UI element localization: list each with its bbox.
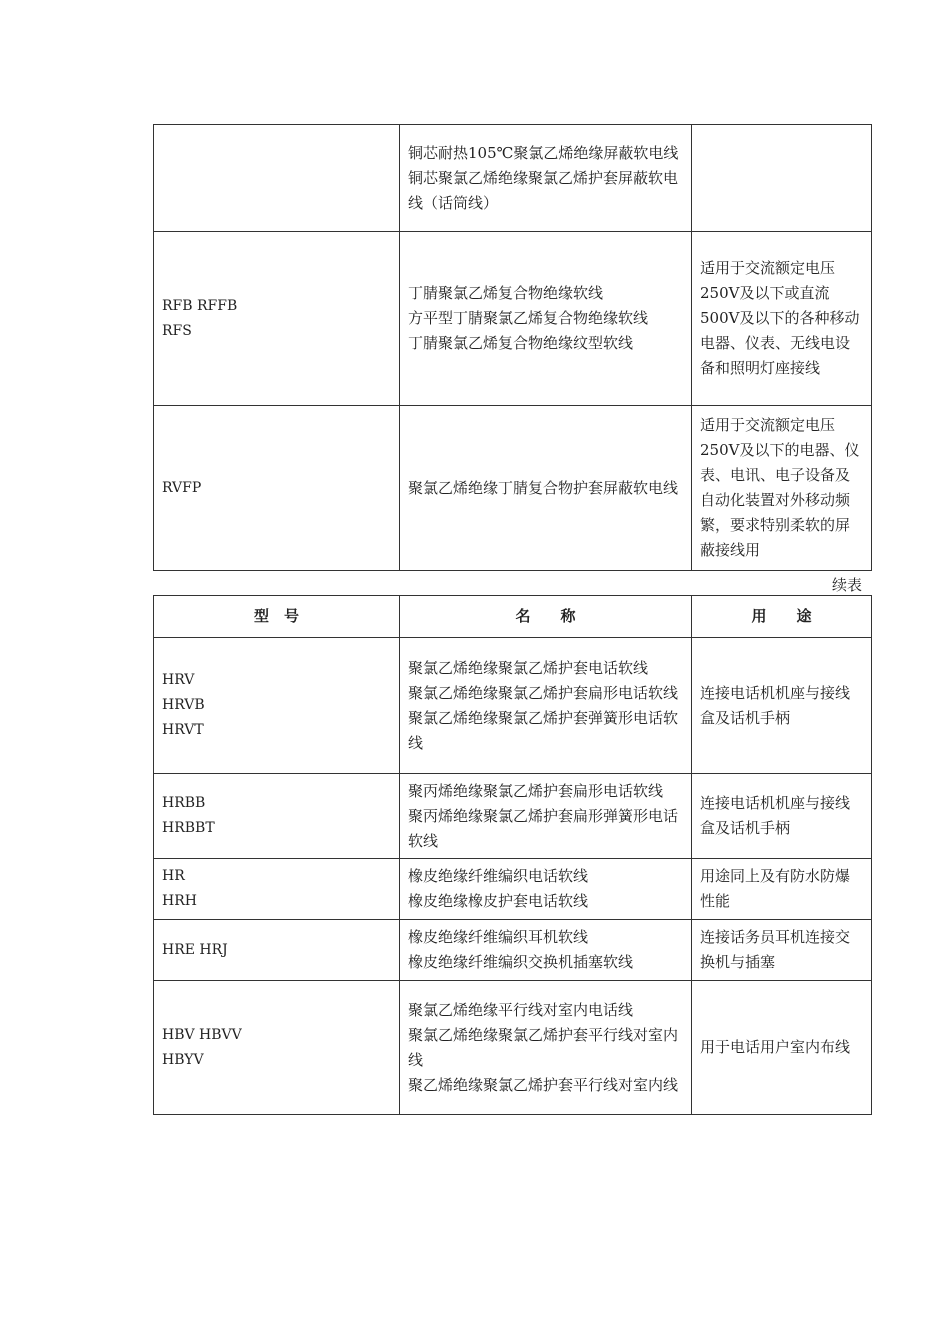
use-text: 连接电话机机座与接线盒及话机手柄 <box>700 794 851 837</box>
model-cell <box>154 774 400 859</box>
model-line: HRBBT <box>162 820 215 836</box>
model-cell <box>154 638 400 774</box>
model-cell <box>154 981 400 1115</box>
name-cell <box>400 406 692 571</box>
model-line <box>162 294 391 319</box>
table-row <box>154 920 872 981</box>
name-line: 橡皮绝缘纤维编织交换机插塞软线 <box>408 953 634 971</box>
use-cell <box>692 920 872 981</box>
name-line: 橡皮绝缘纤维编织电话软线 <box>408 867 589 885</box>
table-row <box>154 981 872 1115</box>
use-cell <box>692 125 872 232</box>
model-line: HR <box>162 868 185 884</box>
use-cell <box>692 859 872 920</box>
table-row <box>154 774 872 859</box>
name-line: 橡皮绝缘橡皮护套电话软线 <box>408 892 589 910</box>
use-cell <box>692 638 872 774</box>
model-line: HRH <box>162 893 197 909</box>
table-row <box>154 859 872 920</box>
name-line: 聚氯乙烯绝缘平行线对室内电话线 <box>408 1000 634 1019</box>
header-model: 型 号 <box>154 596 400 638</box>
name-line: 丁腈聚氯乙烯复合物绝缘软线 <box>408 284 604 302</box>
model-code: RFB RFFB <box>162 297 238 314</box>
table-row <box>154 406 872 571</box>
name-cell <box>400 859 692 920</box>
use-cell <box>692 406 872 571</box>
use-text: 用途同上及有防水防爆性能 <box>700 867 851 910</box>
continued-label: 续表 <box>831 576 862 594</box>
name-line: 聚乙烯绝缘聚氯乙烯护套平行线对室内线 <box>408 1075 679 1094</box>
header-name: 名 称 <box>400 596 692 638</box>
model-cell <box>154 232 400 406</box>
model-line: HBV HBVV <box>162 1026 242 1043</box>
use-text: 连接电话机机座与接线盒及话机手柄 <box>700 683 851 727</box>
name-line: 聚氯乙烯绝缘聚氯乙烯护套扁形电话软线 <box>408 683 679 702</box>
use-cell <box>692 981 872 1115</box>
name-line: 方平型丁腈聚氯乙烯复合物绝缘软线 <box>408 309 649 327</box>
model-line: HRVB <box>162 697 205 713</box>
model-line: HRE HRJ <box>162 941 228 958</box>
name-cell <box>400 774 709 859</box>
name-line: 聚氯乙烯绝缘聚氯乙烯护套平行线对室内线 <box>408 1025 679 1069</box>
name-cell <box>400 232 692 406</box>
name-cell <box>400 638 692 774</box>
name-line: 铜芯聚氯乙烯绝缘聚氯乙烯护套屏蔽软电线（话筒线） <box>408 168 679 212</box>
model-line: HRBB <box>162 795 206 811</box>
name-line: 聚丙烯绝缘聚氯乙烯护套扁形电话软线 聚丙烯绝缘聚氯乙烯护套扁形弹簧形电话软线 <box>408 781 709 850</box>
table-header-row <box>154 596 872 638</box>
model-cell <box>154 859 400 920</box>
name-line: 铜芯耐热105℃聚氯乙烯绝缘屏蔽软电线 <box>408 143 679 162</box>
name-cell <box>400 981 692 1115</box>
header-use: 用 途 <box>692 596 872 638</box>
name-line: 聚氯乙烯绝缘丁腈复合物护套屏蔽软电线 <box>408 478 679 497</box>
name-line: 丁腈聚氯乙烯复合物绝缘纹型软线 <box>408 334 634 352</box>
use-text: 适用于交流额定电压250V及以下的电器、仪表、电讯、电子设备及自动化装置对外移动频繁，要求特别柔软的屏蔽接线用 <box>700 416 860 559</box>
use-cell <box>692 774 872 859</box>
cable-table-part1 <box>153 124 872 571</box>
use-text: 连接话务员耳机连接交换机与插塞 <box>700 928 851 971</box>
model-line: RFS <box>162 322 192 339</box>
model-line: RVFP <box>162 479 202 496</box>
name-cell <box>400 125 692 232</box>
name-line: 聚氯乙烯绝缘聚氯乙烯护套电话软线 <box>408 658 649 677</box>
name-line: 橡皮绝缘纤维编织耳机软线 <box>408 928 589 946</box>
use-cell <box>692 232 872 406</box>
model-line: HRVT <box>162 722 204 738</box>
name-cell <box>400 920 692 981</box>
name-line: 聚氯乙烯绝缘聚氯乙烯护套弹簧形电话软线 <box>408 708 679 752</box>
cable-table-part2 <box>153 595 872 1115</box>
use-text: 用于电话用户室内布线 <box>700 1038 851 1056</box>
model-cell <box>154 125 400 232</box>
model-cell <box>154 920 400 981</box>
table-row <box>154 125 872 232</box>
use-text: 适用于交流额定电压250V及以下或直流500V及以下的各种移动电器、仪表、无线电设备和照明灯座接线 <box>700 259 860 377</box>
model-cell <box>154 406 400 571</box>
model-line: HRV <box>162 672 195 688</box>
table-row <box>154 232 872 406</box>
model-line: HBYV <box>162 1051 204 1068</box>
table-row <box>154 638 872 774</box>
